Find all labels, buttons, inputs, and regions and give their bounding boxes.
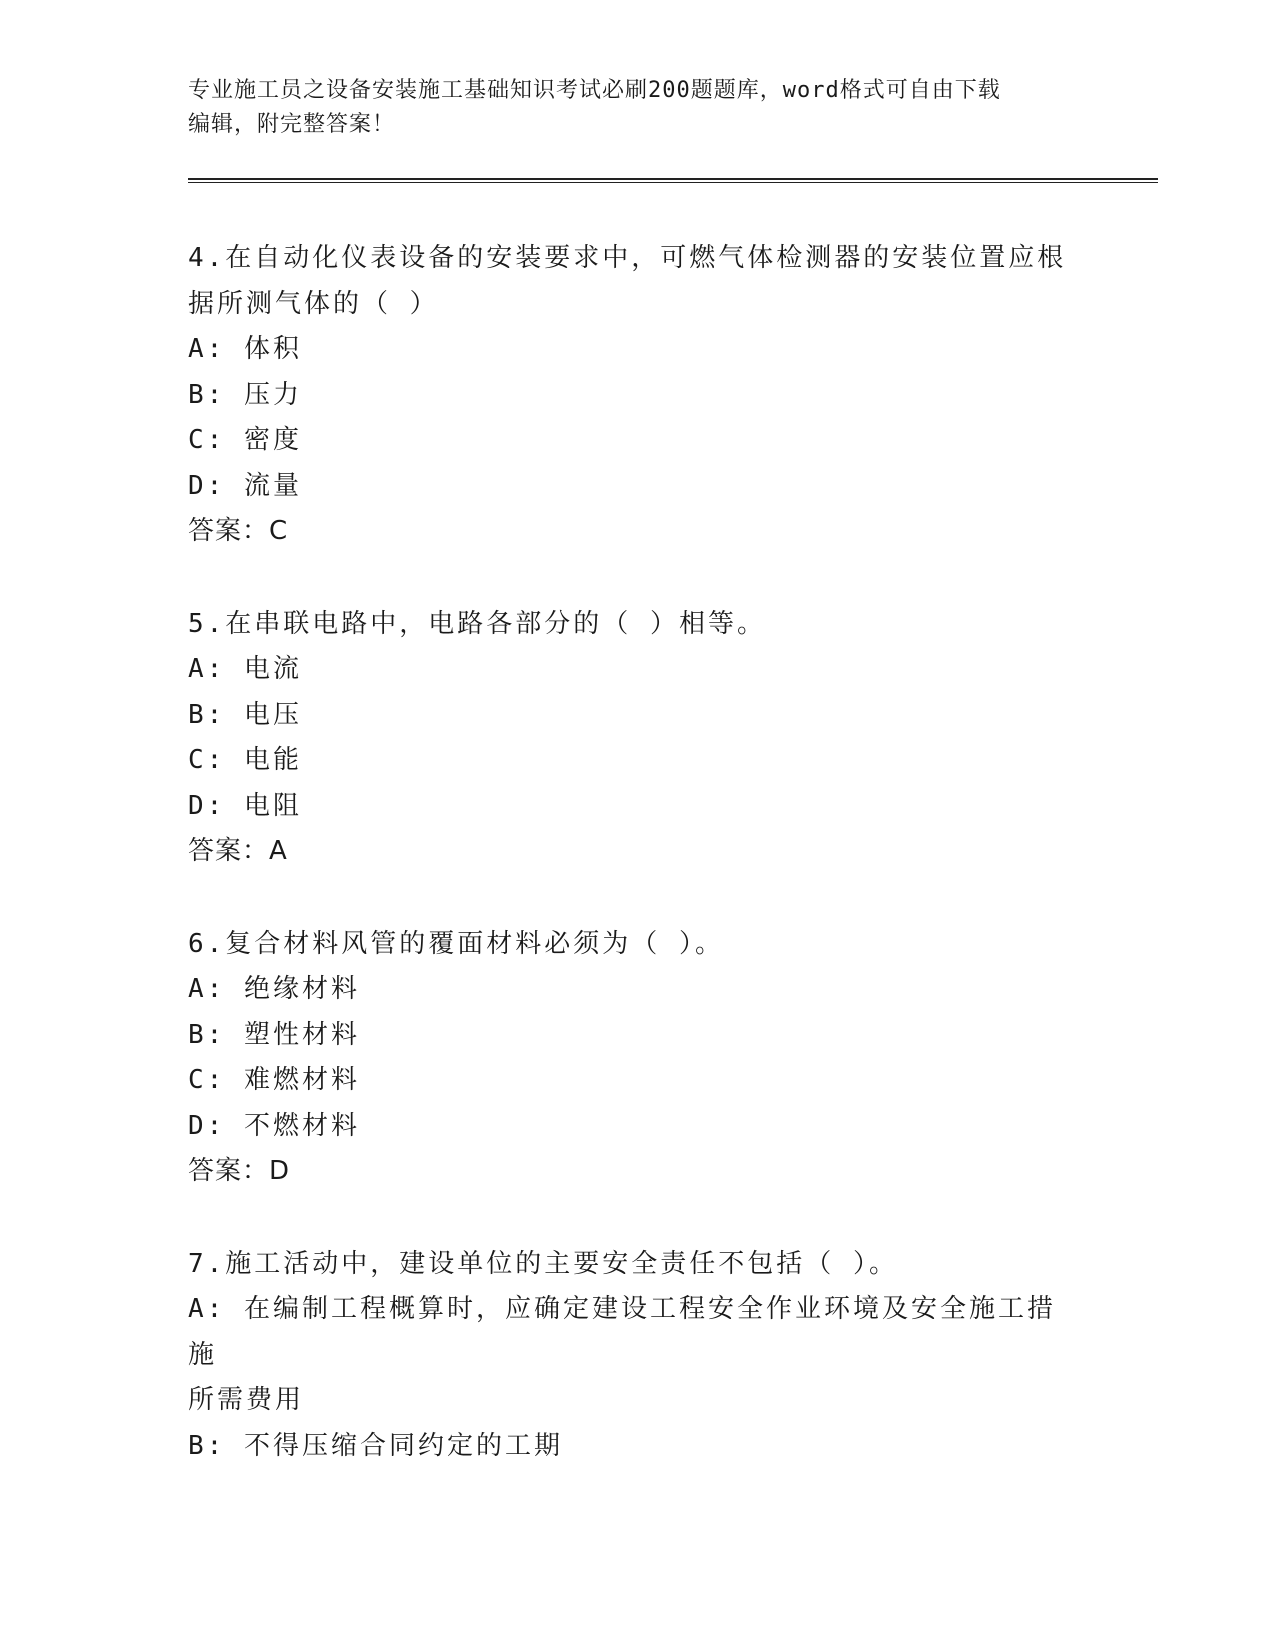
- document-header: [188, 74, 1088, 142]
- option-b: B: 不得压缩合同约定的工期: [188, 1430, 563, 1461]
- option-c: C: 难燃材料: [188, 1065, 360, 1095]
- option-a-continued: 所需费用: [188, 1385, 305, 1415]
- answer-line: 答案：A: [188, 836, 288, 866]
- question-list: [188, 236, 1088, 1516]
- option-c: C: 电能: [188, 745, 302, 775]
- option-b: B: 压力: [188, 379, 302, 410]
- question-5: [188, 602, 1088, 875]
- option-b: B: 电压: [188, 699, 302, 730]
- option-a: A: 体积: [188, 334, 302, 364]
- answer-line: 答案：D: [188, 1156, 291, 1186]
- header-line-2: 编辑，附完整答案！: [188, 112, 396, 137]
- header-line-1: 专业施工员之设备安装施工基础知识考试必刷200题题库，word格式可自由下载: [188, 78, 1001, 103]
- question-7: [188, 1242, 1088, 1470]
- option-d: D: 流量: [188, 470, 302, 501]
- option-a: A: 绝缘材料: [188, 974, 360, 1004]
- question-stem: 5.在串联电路中，电路各部分的（ ）相等。: [188, 608, 766, 639]
- option-c: C: 密度: [188, 425, 302, 455]
- question-stem: 6.复合材料风管的覆面材料必须为（ ）。: [188, 928, 724, 959]
- header-divider: [188, 178, 1158, 183]
- question-stem: 7.施工活动中，建设单位的主要安全责任不包括（ ）。: [188, 1248, 898, 1279]
- question-4: [188, 236, 1088, 555]
- question-6: [188, 922, 1088, 1195]
- answer-line: 答案：C: [188, 516, 289, 546]
- option-d: D: 不燃材料: [188, 1110, 360, 1141]
- option-a: A: 在编制工程概算时，应确定建设工程安全作业环境及安全施工措施: [188, 1294, 1056, 1370]
- option-d: D: 电阻: [188, 790, 302, 821]
- option-a: A: 电流: [188, 654, 302, 684]
- question-stem: 4.在自动化仪表设备的安装要求中，可燃气体检测器的安装位置应根: [188, 243, 1067, 273]
- question-stem-continued: 据所测气体的（ ）: [188, 288, 439, 319]
- option-b: B: 塑性材料: [188, 1019, 360, 1050]
